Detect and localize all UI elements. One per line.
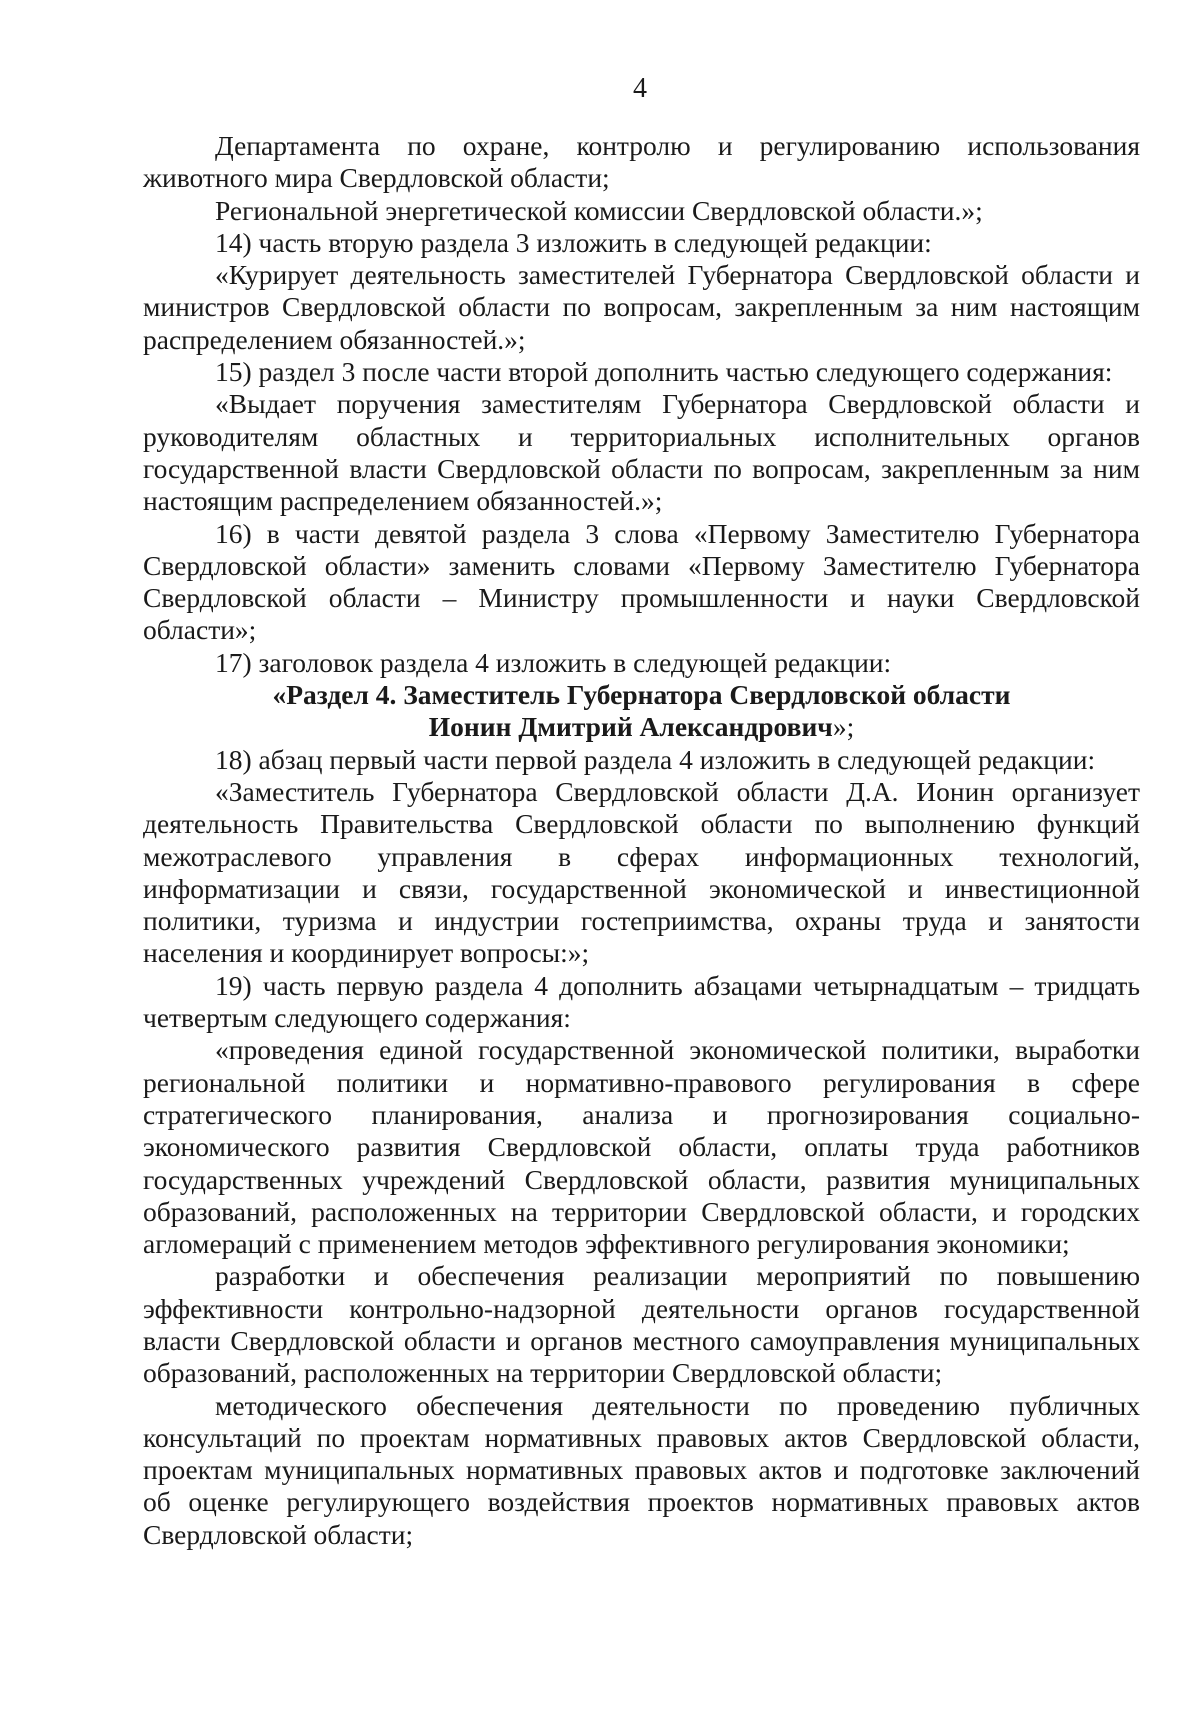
paragraph: 14) часть вторую раздела 3 изложить в следующей редакции: <box>215 226 932 258</box>
paragraph: 18) абзац первый части первой раздела 4 изложить в следующей редакции: <box>215 743 1096 775</box>
paragraph: 15) раздел 3 после части второй дополнить частью следующего содержания: <box>215 356 1113 388</box>
paragraph: 16) в части девятой раздела 3 слова «Первому Заместителю Губернатора Свердловской области» заменить словами «Первому Заместителю Губернатора Свердловской области – Министру промышленности и науки Свердловской области»; <box>143 517 1140 646</box>
paragraph: Региональной энергетической комиссии Свердловской области.»; <box>215 194 983 226</box>
document-body <box>143 130 1140 1551</box>
paragraph: разработки и обеспечения реализации мероприятий по повышению эффективности контрольно-надзорной деятельности органов государственной власти Свердловской области и органов местного самоуправления муниципальных образований, расположенных на территории Свердловской области; <box>143 1260 1140 1389</box>
paragraph: «Выдает поручения заместителям Губернатора Свердловской области и руководителям областных и территориальных исполнительных органов государственной власти Свердловской области по вопросам, закрепленным за ним настоящим распределением обязанностей.»; <box>143 388 1140 517</box>
paragraph: «проведения единой государственной экономической политики, выработки региональной политики и нормативно-правового регулирования в сфере стратегического планирования, анализа и прогнозирования социально-экономического развития Свердловской области, оплаты труда работников государственных учреждений Свердловской области, развития муниципальных образований, расположенных на территории Свердловской области, и городских агломераций с применением методов эффективного регулирования экономики; <box>143 1034 1140 1260</box>
paragraph: «Курирует деятельность заместителей Губернатора Свердловской области и министров Свердловской области по вопросам, закрепленным за ним настоящим распределением обязанностей.»; <box>143 259 1140 355</box>
section-heading-line-1: «Раздел 4. Заместитель Губернатора Свердловской области <box>272 679 1011 711</box>
paragraph: 17) заголовок раздела 4 изложить в следующей редакции: <box>215 646 892 678</box>
paragraph: «Заместитель Губернатора Свердловской области Д.А. Ионин организует деятельность Правительства Свердловской области по выполнению функций межотраслевого управления в сферах информационных технологий, информатизации и связи, государственной экономической и инвестиционной политики, туризма и индустрии гостеприимства, охраны труда и занятости населения и координирует вопросы:»; <box>143 775 1140 969</box>
paragraph: Департамента по охране, контролю и регулированию использования животного мира Свердловской области; <box>143 130 1140 194</box>
paragraph: методического обеспечения деятельности по проведению публичных консультаций по проектам нормативных правовых актов Свердловской области, проектам муниципальных нормативных правовых актов и подготовке заключений об оценке регулирующего воздействия проектов нормативных правовых актов Свердловской области; <box>143 1389 1140 1550</box>
page-number: 4 <box>633 73 647 104</box>
paragraph: 19) часть первую раздела 4 дополнить абзацами четырнадцатым – тридцать четвертым следующего содержания: <box>143 969 1140 1034</box>
section-heading-tail: »; <box>832 711 855 743</box>
section-heading <box>143 679 1140 744</box>
section-heading-line-2: Ионин Дмитрий Александрович <box>428 711 833 743</box>
